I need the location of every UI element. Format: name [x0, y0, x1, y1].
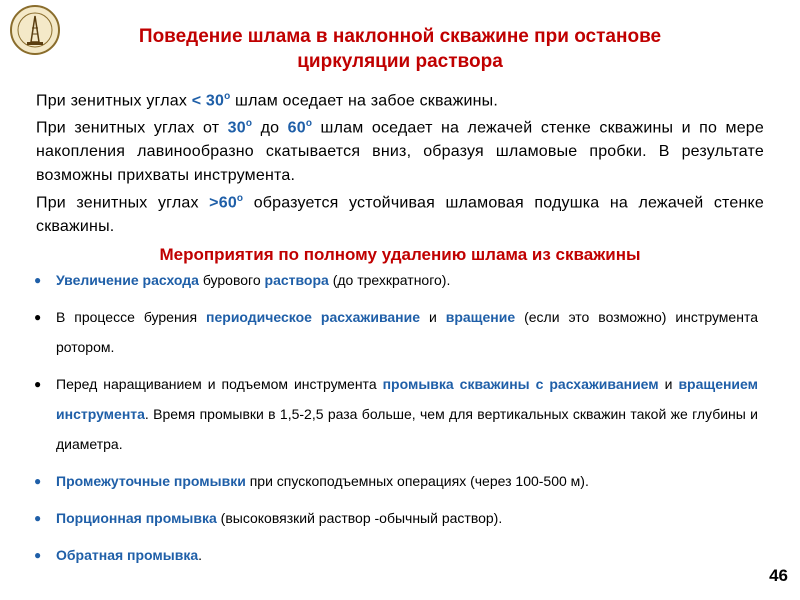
bullet-icon: ● — [34, 377, 42, 391]
b2-t2: периодическое расхаживание — [206, 309, 421, 325]
p3-text-c: образуется устойчивая шламовая подушка на лежачей стенке скважины. — [36, 194, 764, 236]
p2-degree-1: о — [245, 118, 253, 129]
b5-t2: (высоковязкий раствор -обычный раствор). — [216, 510, 503, 526]
b1-t1: Увеличение расхода — [56, 272, 199, 288]
p2-text-c: до — [252, 119, 288, 137]
p2-degree-2: о — [305, 118, 313, 129]
page-title — [70, 24, 730, 74]
p3-degree: о — [236, 193, 244, 204]
b3-t1: Перед наращиванием и подъемом инструмента — [56, 376, 383, 392]
b3-t4: вращением инструмента — [56, 376, 759, 422]
p2-text-a: При зенитных углах от — [36, 119, 228, 137]
section-subtitle: Мероприятия по полному удалению шлама из скважины — [159, 245, 641, 264]
list-item — [34, 302, 758, 362]
b4-t2: при спускоподъемных операциях (через 100-500 м). — [245, 473, 589, 489]
p2-angle-from: 30 — [227, 119, 246, 137]
university-seal-icon — [7, 4, 63, 56]
b2-t5: (если это возможно) инструмента ротором. — [56, 309, 758, 355]
b1-t4: (до трехкратного). — [328, 272, 451, 288]
p1-text-c: шлам оседает на забое скважины. — [230, 92, 499, 110]
bullet-icon: ● — [34, 474, 42, 488]
p1-degree: о — [224, 91, 231, 102]
b3-t3: и — [658, 376, 679, 392]
list-item — [34, 265, 758, 295]
b4-t1: Промежуточные промывки — [56, 473, 246, 489]
bullet-icon: ● — [34, 273, 42, 287]
paragraph-1 — [36, 85, 764, 113]
paragraph-2 — [36, 112, 764, 188]
title-line-1: Поведение шлама в наклонной скважине при останове — [138, 26, 662, 47]
b5-t1: Порционная промывка — [56, 510, 217, 526]
b3-t2: промывка скважины с расхаживанием — [382, 376, 659, 392]
p2-text-e: шлам оседает на лежачей стенке скважины и по мере накопления лавинообразно скатывается вниз, образуя шламовые пробки. В результате возможны прихваты инструмента. — [36, 119, 764, 185]
p3-angle: >60 — [209, 194, 237, 212]
title-line-2: циркуляции раствора — [297, 51, 503, 72]
b3-t5: . Время промывки в 1,5-2,5 раза больше, чем для вертикальных скважин такой же глубины и диаметра. — [56, 406, 758, 452]
b2-t1: В процессе бурения — [56, 309, 207, 325]
measures-list — [34, 265, 758, 577]
p1-text-a: При зенитных углах — [36, 92, 192, 110]
bullet-icon: ● — [34, 511, 42, 525]
page-number: 46 — [769, 566, 788, 585]
b2-t3: и — [420, 309, 446, 325]
p2-angle-to: 60 — [287, 119, 306, 137]
bullet-icon: ● — [34, 548, 42, 562]
list-item — [34, 540, 758, 570]
paragraph-3 — [36, 187, 764, 239]
list-item — [34, 369, 758, 459]
p1-angle: < 30 — [191, 92, 225, 110]
bullet-icon: ● — [34, 310, 42, 324]
b1-t2: бурового — [198, 272, 265, 288]
b2-t4: вращение — [445, 309, 516, 325]
b1-t3: раствора — [264, 272, 329, 288]
p3-text-a: При зенитных углах — [36, 194, 210, 212]
b6-t2: . — [198, 547, 203, 563]
list-item — [34, 503, 758, 533]
list-item — [34, 466, 758, 496]
b6-t1: Обратная промывка — [56, 547, 199, 563]
